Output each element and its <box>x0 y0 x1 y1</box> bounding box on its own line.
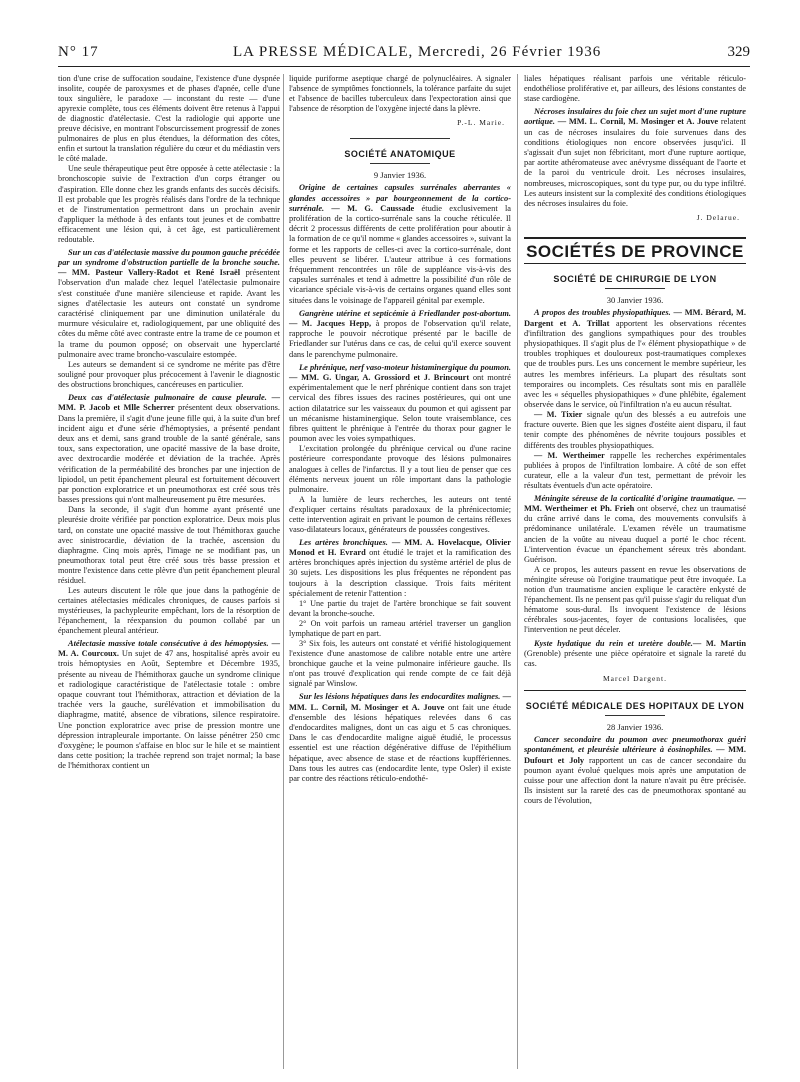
article-heading <box>524 308 746 410</box>
article-heading <box>58 393 280 505</box>
heading-authors: — MM. L. Cornil, M. Mosinger et A. Jouve <box>554 117 719 127</box>
session-date: 28 Janvier 1936. <box>606 722 664 733</box>
article-heading <box>524 494 746 565</box>
heading-authors: — MM. Bérard, M. Dargent et A. Trillat <box>524 308 746 328</box>
divider <box>350 138 450 139</box>
session-date: 30 Janvier 1936. <box>606 295 664 306</box>
section-rule <box>524 263 746 264</box>
society-title: SOCIÉTÉ ANATOMIQUE <box>344 149 456 160</box>
section-title: SOCIÉTÉS DE PROVINCE <box>526 242 744 262</box>
paragraph: Un sujet de 47 ans, hospitalisé après avoir eu trois hémoptysies en Août, Septembre et Décembre 1935, présente au niveau de l'hémithorax gauche un syndrome clinique et radiologique caractéristique de l'atélectasie totale : ombre opaque couvrant tout l'hémithorax, attraction et déviation de la trachée vers la gauche, surélévation et immobilisation du diaphragme, matité, absence de vibrations, silence respiratoire. Une ponction exploratrice avec prise de pression montre une dépression intrapleurale importante. On laisse pénétrer 250 cmc d'oxygène; le poumon s'affaise en bloc sur le hile et se maintient dans cette position; la trachée reprend son trajet normal; la base de l'hémithorax contient un <box>58 649 280 771</box>
paragraph: apportent les observations récentes d'infiltration des ganglions sympathiques pour des troubles physiopathiques. Il s'agit plus de l'« élément physiopathique » de troubles trophiques et douloureux post-traumatiques complexes que de troubles purs. Les uns concernent le membre supérieur, les autres les membres inférieurs. La plupart des résultats sont temporaires ou incomplets. Ces résultats sont mis en parallèle avec les « séquelles physiopathiques » d'une phlébite, également observée dans le service, où l'infiltration n'a eu aucun résultat. <box>524 318 746 410</box>
signature: J. Delarue. <box>696 213 740 223</box>
paragraph-text: rappelle les recherches expérimentales publiées à propos de l'infiltration lombaire. A côté de son effet curateur, elle a la valeur d'un test, permettant de prévoir les résultats éventuels d'un acte opératoire. <box>524 450 746 490</box>
column-divider <box>517 74 518 1069</box>
paragraph: (Grenoble) présente une pièce opératoire et signale la rareté du cas. <box>524 648 746 668</box>
article-heading <box>524 107 746 209</box>
issue-number: N° 17 <box>58 44 99 60</box>
paragraph <box>524 410 746 450</box>
heading-title: Deux cas d'atélectasie pulmonaire de cause pleurale. <box>68 393 267 403</box>
paragraph: 3° Six fois, les auteurs ont constaté et vérifié histologiquement l'existence d'une anastomose de calibre notable entre une artère bronchique gauche et la veine pulmonaire inférieure gauche. Ils n'ont pas trouvé d'explication qui rende compte de ce fait déjà signalé par Winslow. <box>289 639 511 689</box>
paragraph: présentent deux observations. Dans la première, il s'agit d'une jeune fille qui, à la suite d'un bref incident aigu et d'une série d'hémoptysies, a présenté pendant deux ans et demi, sans grand trouble de la santé générale, sans toux, sans expectoration, une opacité massive de la base droite, avec dextrocardie modérée et déviation de la trachée. Après vérification de la perméabilité des bronches par une injection de lipiodol, un petit épanchement pleural est fortuitement découvert par ponction exploratrice et un pneumothorax est créé sous très basses pressions qui n'ont malheureusement pu être mesurées. <box>58 403 281 505</box>
heading-title: Sur les lésions hépatiques dans les endocardites malignes. <box>299 692 501 702</box>
paragraph: Dans la seconde, il s'agit d'un homme ayant présenté une pleurésie droite vérifiée par ponction exploratrice. Deux mois plus tard, on constate une opacité massive de tout l'hémithorax gauche avec sinistrocardie, déviation de la trachée, ascension du diaphragme. Cinq mois après, l'image ne se modifiant pas, un pneumothorax total peut être créé sous très basse pression et montre l'existence dans cette plèvre d'un petit épanchement pleural résiduel. <box>58 505 280 585</box>
heading-title: Gangrène utérine et septicémie à Friedlander post-abortum. <box>299 308 511 318</box>
heading-title: Atélectasie massive totale consécutive à des hémoptysies. <box>68 639 269 649</box>
paragraph: ont étudié le trajet et la ramification des artères bronchiques après injection du système artériel de plus de 30 sujets. Les dispositions les plus fréquentes ne répondent pas toujours à la description classique. Trois faits méritent spécialement de retenir l'attention : <box>289 548 512 598</box>
paragraph: ont fait une étude d'ensemble des lésions hépatiques relevées dans 6 cas d'endocardites malignes, dont un cas aigu et 5 cas chroniques. Dans le cas d'endocardite maligne aiguë étudié, le processus essentiel est une réaction dégénérative diffuse de l'épithélium hépatique, avec absence de stase et de réactions kupffériennes. Dans tous les autres cas (endocardite lente, type Osler) il existe par contre des réactions réticulo-endothé- <box>289 702 511 784</box>
heading-authors: — MM. Dufourt et Joly <box>524 745 747 765</box>
article-heading <box>289 183 511 305</box>
column-1 <box>58 74 280 772</box>
divider <box>370 163 430 164</box>
paragraph: liales hépatiques réalisant parfois une véritable réticulo-endothéliose proliférative et, par ailleurs, des lésions constantes de stase cardiogène. <box>524 74 746 104</box>
heading-title: Nécroses insulaires du foie chez un sujet mort d'une rupture aortique. <box>524 107 746 127</box>
column-3 <box>524 74 746 807</box>
heading-title: Sur un cas d'atélectasie massive du poumon gauche précédée par un syndrome d'obstruction partielle de la bronche souche. <box>58 247 280 267</box>
article-heading <box>289 309 511 360</box>
paragraph-authors: — M. Wertheimer <box>534 450 605 460</box>
heading-title: Méningite séreuse de la corticalité d'origine traumatique. <box>534 493 736 503</box>
paragraph: A ce propos, les auteurs passent en revue les observations de méningite séreuse où l'origine traumatique peut être invoquée. La notion d'un traumatisme ancien explique le caractère enkysté de l'épanchement. Ils ne pensent pas qu'il puisse s'agir du reliquat d'un hématome sous-dural. Ils invoquent l'existence de lésions cérébrales sous-jacentes, foyer de contusions localisées, que l'intervention ne peut déceler. <box>524 565 746 635</box>
paragraph: 1° Une partie du trajet de l'artère bronchique se fait souvent devant la bronche-souche. <box>289 599 511 619</box>
section-rule <box>524 237 746 239</box>
heading-authors: — MM. A. Hovelacque, Olivier Monod et H. Evrard <box>289 537 511 558</box>
page-header <box>58 40 750 67</box>
journal-title: LA PRESSE MÉDICALE, Mercredi, 26 Février 1936 <box>233 44 602 60</box>
paragraph-text: signale qu'un des blessés a eu autrefois une fracture ouverte. Bien que les signes d'ostéite aient disparu, il faut tenir compte des phénomènes de névrite toujours possibles et différents des troubles physiopathiques. <box>524 410 746 450</box>
section-rule <box>524 690 746 691</box>
paragraph: A la lumière de leurs recherches, les auteurs ont tenté d'expliquer certains résultats paradoxaux de la phrénicectomie; cette intervention agirait en privant le poumon de certains réflexes vaso-dilatateurs locaux, générateurs de poussées congestives. <box>289 494 511 534</box>
article-heading <box>289 692 511 784</box>
heading-title: A propos des troubles physiopathiques. <box>534 308 671 318</box>
article-heading <box>58 248 280 360</box>
paragraph: Les auteurs se demandent si ce syndrome ne mérite pas d'être souligné pour provoquer plus précocement à l'avenir le diagnostic des obstructions bronchiques, cancéreuses en particulier. <box>58 360 280 390</box>
paragraph: 2° On voit parfois un rameau artériel traverser un ganglion lymphatique de part en part. <box>289 619 511 639</box>
article-heading <box>524 735 746 806</box>
society-title: SOCIÉTÉ MÉDICALE DES HOPITAUX DE LYON <box>525 701 745 712</box>
heading-title: Cancer secondaire du poumon avec pneumothorax guéri spontanément, et pleurésie ultérieure à éosinophiles. <box>524 735 746 755</box>
heading-authors: — MM. G. Ungar, A. Grossiord et J. Brincourt <box>289 372 470 382</box>
heading-authors: — M. A. Courcoux. <box>58 639 280 659</box>
heading-authors: — M. Martin <box>692 638 746 648</box>
column-divider <box>283 74 284 1069</box>
signature: Marcel Dargent. <box>602 674 667 684</box>
paragraph: L'excitation prolongée du phrénique cervical ou d'une racine postérieure correspondante provoque des lésions pulmonaires analogues à celles de l'infarctus. Il y a tout lieu de penser que ces éléments nerveux jouent un rôle important dans la pathologie pulmonaire. <box>289 444 511 494</box>
paragraph: rapportent un cas de cancer secondaire du poumon ayant évolué quelques mois après une amputation de cuisse pour une affection dont la nature n'avait pu être précisée. Ils insistent sur la rareté des cas de pneumothorax spontané au cours de l'évolution, <box>524 755 746 806</box>
heading-title: Kyste hydatique du rein et uretère double. <box>534 638 693 648</box>
paragraph: Une seule thérapeutique peut être opposée à cette atélectasie : la bronchoscopie suivie de l'extraction d'un corps étranger ou d'aspiration. Elle donne chez les grands enfants des succès décisifs. Il est probable que les progrès réalisés dans l'ordre de la technique et de l'instrumentation permettront dans un prochain avenir d'appliquer la méthode à des enfants tout jeunes et de combattre efficacement une lésion qui, à cet âge, est particulièrement redoutable. <box>58 164 280 244</box>
heading-authors: — MM. P. Jacob et Mlle Scherrer <box>58 393 280 413</box>
paragraph: à propos de l'observation qu'il relate, rapproche le pouvoir nécrotique présenté par le bacille de Friedlander sur l'utérus dans ce cas, de celui qu'il exerce souvent dans le parenchyme pulmonaire. <box>289 318 511 359</box>
paragraph: Les auteurs discutent le rôle que joue dans la pathogénie de certaines atélectasies médicales chroniques, de causes parfois si mystérieuses, la pachypleurite empêchant, lors de la résorption de l'épanchement, la réexpansion du poumon collabé par un épanchement pleural antérieur. <box>58 585 280 635</box>
paragraph <box>524 451 746 491</box>
paragraph: relatent un cas de nécroses insulaires du foie survenues dans des conditions étiologiques non encore observées jusqu'ici. Il s'agissait d'un sujet non fébricitant, mort d'une rupture aortique, par aortite athéromateuse avec anévrysme disséquant de l'aorte et de la paroi du ventricule droit. Les nécroses insulaires, nombreuses, microscopiques, sont du type pur, ou du type infiltré. Les auteurs insistent sur la complexité des conditions étiologiques des nécroses insulaires du foie. <box>524 117 747 208</box>
society-title: SOCIÉTÉ DE CHIRURGIE DE LYON <box>553 274 717 285</box>
heading-authors: — MM. L. Cornil, M. Mosinger et A. Jouve <box>289 692 512 712</box>
heading-title: Origine de certaines capsules surrénales aberrantes « glandes accessoires » par bourgeonnement de la cortico-surrénale. <box>289 183 511 213</box>
heading-authors: — M. Jacques Hepp, <box>289 318 372 328</box>
heading-authors: — MM. Pasteur Vallery-Radot et René Israël <box>58 268 241 278</box>
column-2 <box>289 74 511 784</box>
heading-title: Les artères bronchiques. <box>299 537 388 547</box>
paragraph: présentent l'observation d'un malade chez lequel l'atélectasie pulmonaire s'est constituée d'une manière silencieuse et rapide. Avant les signes d'atélectasie les auteurs ont constaté un syndrome caractérisé cliniquement par une diminution unilatérale du murmure vésiculaire et, radiologiquement, par une obliquité des côtes du même côté avec contraste entre la trame de ce poumon et la trame du poumon opposé; on observait une hyperclarté pulmonaire avec trame broncho-vasculaire estompée. <box>58 268 280 359</box>
paragraph: ont observé, chez un traumatisé du crâne arrivé dans le coma, des mouvements convulsifs à prédominance unilatérale. L'examen révèle un traumatisme ancien de la voûte au niveau duquel a porté le choc récent. L'intervention évacue un épanchement séreux très abondant. Guérison. <box>524 503 747 564</box>
article-heading <box>289 538 511 599</box>
paragraph: liquide puriforme aseptique chargé de polynucléaires. A signaler l'absence de symptômes fonctionnels, la tolérance parfaite du sujet et l'absence de bacilles tuberculeux dans l'expectoration ainsi que l'absence de résorption de l'oxygène injecté dans la plèvre. <box>289 74 511 114</box>
signature: P.-L. Marie. <box>457 118 505 128</box>
paragraph: étudie exclusivement la prolifération de la cortico-surrénale sans la couche réticulée. Il décrit 2 processus différents de cette prolifération pour aboutir à la formation de ce qu'il nomme « glandes accessoires », suivant la forme et les rapports de celles-ci avec la cortico-surrénale, dont elles peuvent se libérer. L'auteur attribue à ces formations fréquemment rencontrées un rôle de suppléance vis-à-vis des capsules surrénales et tend à admettre la possibilité d'un rôle de vicariance spéciale vis-à-vis de certains organes quand elles sont situées dans le voisinage de l'appareil génital par exemple. <box>289 203 511 305</box>
divider <box>605 288 665 289</box>
article-heading <box>58 639 280 772</box>
paragraph-authors: — M. Tixier <box>534 410 583 420</box>
heading-title: Le phrénique, nerf vaso-moteur histaminergique du poumon. <box>299 362 511 372</box>
paragraph: ont montré expérimentalement que le nerf phrénique contient dans son trajet cervical des fibres issues des racines postérieures, qui ont une action dilatatrice sur les vaisseaux du poumon et qui agissent par un mécanisme histaminergique. Selon toute vraisemblance, ces fibres quittent le phrénique à l'entrée du thorax pour gagner le poumon avec les voies sympathiques. <box>289 372 511 444</box>
divider <box>605 715 665 716</box>
article-heading <box>524 639 746 670</box>
heading-authors: — M. G. Caussade <box>324 203 415 213</box>
session-date: 9 Janvier 1936. <box>373 170 427 181</box>
article-heading <box>289 363 511 445</box>
page-number: 329 <box>727 44 750 60</box>
heading-authors: — MM. Wertheimer et Ph. Frieh <box>524 493 746 513</box>
paragraph: tion d'une crise de suffocation soudaine, l'existence d'une dyspnée insolite, coupée de paroxysmes et de phases d'apnée, celle d'une toux singulière, le paradoxe — inconstant du reste — d'une apyrexie complète, tous ces éléments doivent être retenus à l'appui de diagnostic d'atélectasie. C'est la radiologie qui apporte une preuve décisive, en montrant l'obscurcissement progressif de zones pulmonaires de plus en plus étendues, la déformation des côtes, enfin et surtout la translation régulière du cœur et du médiastin vers le côté malade. <box>58 74 280 164</box>
